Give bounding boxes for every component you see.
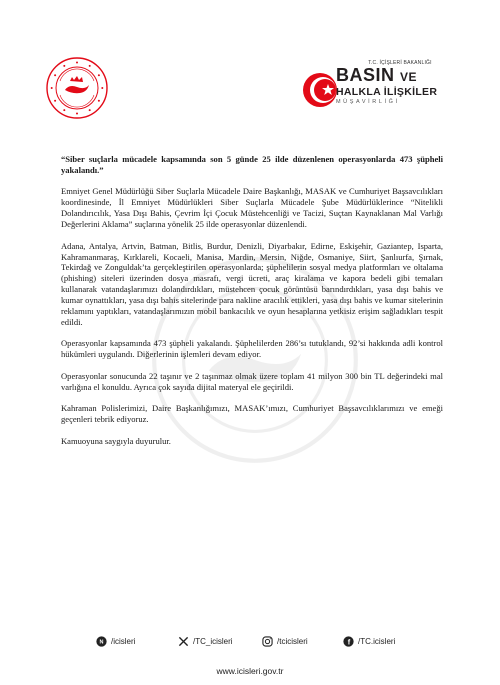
social-instagram[interactable]	[262, 636, 308, 647]
brand-line3: MÜŞAVİRLİĞİ	[336, 99, 400, 105]
svg-text:f: f	[347, 637, 351, 647]
handle-facebook: /TC.icisleri	[358, 637, 396, 646]
handle-x: /TC_icisleri	[193, 637, 233, 646]
instagram-icon	[262, 636, 273, 647]
press-office-logo	[300, 60, 452, 114]
paragraph-5: Kahraman Polislerimizi, Daire Başkanlığımızı, MASAK’ımızı, Cumhuriyet Başsavcılıklarımızı ve emeği geçenleri tebrik ediyoruz.	[61, 403, 443, 425]
handle-nsosyal: /icisleri	[111, 637, 136, 646]
nsosyal-icon	[96, 636, 107, 647]
social-facebook[interactable]	[343, 636, 395, 647]
social-x[interactable]	[178, 636, 233, 647]
brand-line2: HALKLA İLİŞKİLER	[336, 86, 438, 98]
svg-text:N: N	[99, 639, 104, 646]
paragraph-4: Operasyonlar sonucunda 22 taşınır ve 2 taşınmaz olmak üzere toplam 41 milyon 300 bin TL değerindeki mal varlığına el konuldu. Ayrıca çok sayıda dijital materyal ele geçirildi.	[61, 370, 443, 392]
x-icon	[178, 636, 189, 647]
paragraph-3: Operasyonlar kapsamında 473 şüpheli yakalandı. Şüphelilerden 286’sı tutuklandı, 92’si hakkında adli kontrol hükümleri uygulandı. Diğerlerinin işlemleri devam ediyor.	[61, 338, 443, 360]
brand-main-text: BASIN VE	[336, 65, 418, 85]
social-nsosyal[interactable]	[96, 636, 135, 647]
paragraph-1: Emniyet Genel Müdürlüğü Siber Suçlarla Mücadele Daire Başkanlığı, MASAK ve Cumhuriyet Başsavcılıkları koordinesinde, İl Emniyet Müdürlükleri Siber Suçlarla Mücadele Şube Müdürlüklerince “Nitelikli Dolandırıcılık, Yasa Dışı Bahis, Çevrim İçi Çocuk Müstehcenliği ve Tacizi, Suçtan Kaynaklanan Mal Varlığı Değerlerini Aklama” suçlarına yönelik 25 ilde operasyonlar düzenlendi.	[61, 186, 443, 230]
ministry-seal-logo	[46, 57, 108, 119]
social-footer	[0, 636, 500, 654]
ministry-line: T.C. İÇİŞLERİ BAKANLIĞI	[368, 60, 432, 66]
website-link[interactable]: www.icisleri.gov.tr	[216, 666, 284, 676]
paragraph-2: Adana, Antalya, Artvin, Batman, Bitlis, Burdur, Denizli, Diyarbakır, Edirne, Eskişehir, Gaziantep, Isparta, Kahramanmaraş, Kırklareli, Kocaeli, Manisa, Mardin, Mersin, Niğde, Osmaniye, Siirt, Şanlıurfa, Şırnak, Tekirdağ ve Zonguldak’ta gerçekleştirilen operasyonlarda; şüphelilerin sosyal medya platformları ve oltalama (phishing) siteleri üzerinden dosya masrafı, vergi ücreti, araç kiralama ve kapora bedeli gibi temaları kullanarak vatandaşlarımızı dolandırdıkları, müstehcen çocuk görüntüsü barındırdıkları, yasa dışı bahis ve kumar oynattıkları, yasa dışı bahis sitelerinde para nakline aracılık ettikleri, yasa dışı bahis ve kumar sitelerinin reklamını yaptıkları, vatandaşlarımızın mobil bankacılık ve oyun hesaplarına yetkisiz erişim sağladıkları tespit edildi.	[61, 240, 443, 327]
facebook-icon	[343, 636, 354, 647]
paragraph-6: Kamuoyuna saygıyla duyurulur.	[61, 435, 171, 446]
press-release-title: “Siber suçlarla mücadele kapsamında son 5 günde 25 ilde düzenlenen operasyonlarda 473 şüpheli yakalandı.”	[61, 154, 443, 175]
crescent-star-icon	[300, 70, 340, 110]
press-release-body	[61, 154, 443, 457]
handle-instagram: /tcicisleri	[277, 637, 308, 646]
